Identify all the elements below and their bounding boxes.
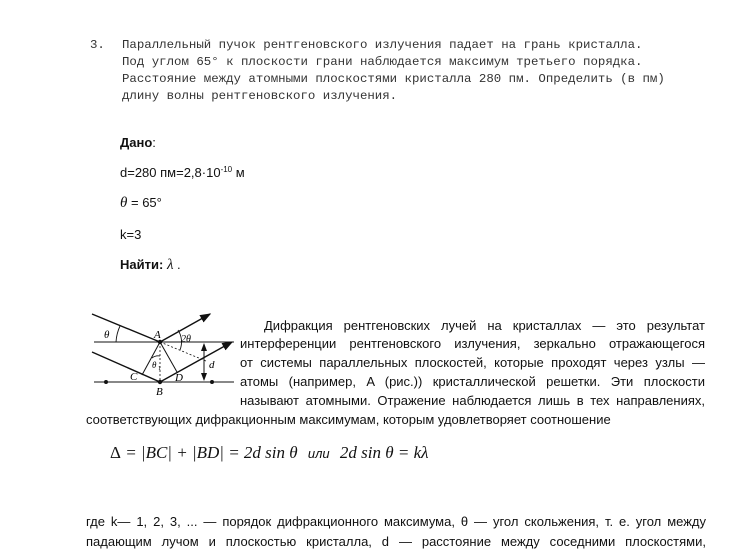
given-k: k=3 — [120, 227, 142, 242]
explanation-line-1: Дифракция рентгеновских лучей на кристаллах — это результат — [264, 318, 705, 333]
given-d: d=280 $пм=2,8\cdot 10^{-10}$ м — [120, 165, 245, 180]
given-theta: θ = 65° — [120, 195, 162, 211]
problem-number: 3. — [90, 38, 105, 52]
explanation-line-6: соответствующих дифракционным максимумам, которым удовлетворяет соотношение — [86, 412, 611, 427]
problem-line-4: длину волны рентгеновского излучения. — [122, 89, 398, 103]
bragg-formula: Δ = |BC| + |BD| = 2d sin θ или 2d sin θ = kλ — [110, 443, 429, 462]
problem-line-1: Параллельный пучок рентгеновского излучения падает на грань кристалла. — [122, 38, 643, 52]
explanation-line-3: от системы параллельных плоскостей, которые проходят через узлы — — [240, 355, 705, 370]
explanation-line-5: называют атомными. Отражение наблюдается лишь в тех направлениях, — [240, 393, 705, 408]
problem-line-3: Расстояние между атомными плоскостями кристалла 280 пм. Определить (в пм) — [122, 72, 665, 86]
label-d-distance: d — [209, 359, 215, 371]
label-a: A — [154, 329, 161, 341]
explanation-line-2: интерференции рентгеновского излучения, зеркально отражающегося — [240, 336, 705, 351]
label-2theta: 2θ — [181, 334, 191, 345]
label-b: B — [156, 386, 163, 398]
label-theta-left: θ — [104, 329, 110, 341]
label-d-point: D — [175, 372, 183, 384]
find-line: Найти: λ . — [120, 257, 181, 273]
label-theta-lower: θ — [152, 360, 157, 370]
bottom-line-1: где k— 1, 2, 3, ... — порядок дифракционного максимума, θ — угол скольжения, т. е. угол между — [86, 514, 706, 529]
given-heading: Дано: — [120, 135, 156, 150]
explanation-line-4: атомы (например, A (рис.)) кристаллической решетки. Эти плоскости — [240, 374, 705, 389]
label-theta-lower-sub: 1 — [158, 366, 161, 372]
bragg-diagram — [86, 302, 236, 400]
bottom-line-2: падающим лучом и плоскостью кристалла, d — расстояние между соседними плоскостями, — [86, 534, 706, 549]
label-c: C — [130, 371, 138, 383]
problem-line-2: Под углом 65° к плоскости грани наблюдается максимум третьего порядка. — [122, 55, 643, 69]
